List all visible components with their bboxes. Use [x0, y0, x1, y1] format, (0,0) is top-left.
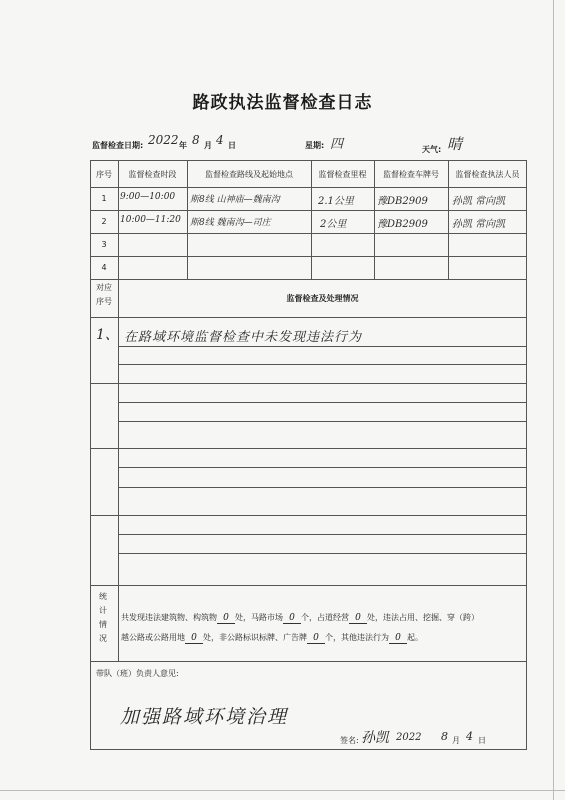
stats-text: 起。: [407, 633, 423, 642]
row-3-seq: 3: [101, 240, 107, 249]
date-month: 8: [192, 133, 200, 147]
sign-name: 孙凯: [361, 730, 389, 746]
row-1-mileage: 2.1公里: [318, 196, 354, 207]
count-other: 0: [389, 633, 407, 644]
stats-text: 共发现违法建筑物、构筑物: [121, 613, 217, 622]
situation-entry-seq: 1、: [96, 327, 119, 343]
row-2-officers: 孙凯 常向凯: [452, 219, 506, 230]
year-unit: 年: [179, 141, 187, 150]
header-period: 监督检查时段: [128, 170, 177, 179]
row-2-route: 斯8线 魏南沟—司庄: [190, 218, 271, 228]
page-title: 路政执法监督检查日志: [192, 93, 373, 113]
header-route: 监督检查路线及起始地点: [205, 170, 293, 179]
leader-label: 带队（班）负责人意见:: [96, 669, 179, 678]
scan-edge-bottom: [0, 790, 565, 791]
stats-text: 处，违法占用、挖掘、穿（跨）: [367, 613, 479, 622]
count-signs: 0: [307, 633, 325, 644]
stats-line-2: [121, 632, 423, 644]
date-label: 监督检查日期:: [92, 141, 144, 150]
count-land: 0: [185, 633, 203, 644]
situation-entry-text: 在路域环境监督检查中未发现违法行为: [124, 330, 363, 345]
sign-year: 2022: [396, 732, 422, 743]
row-2-plate: 豫DB2909: [377, 219, 428, 230]
row-2-mileage: 2公里: [320, 219, 347, 230]
header-officers: 监督检查执法人员: [455, 170, 520, 179]
header-plate: 监督检查车牌号: [383, 170, 439, 179]
stats-text: 个，其他违法行为: [325, 633, 389, 642]
row-1-officers: 孙凯 常向凯: [452, 196, 506, 207]
row-1-seq: 1: [101, 194, 107, 203]
situation-seq-label-1: 对应: [96, 283, 112, 292]
stats-label-text: 统计情况: [99, 592, 107, 643]
stats-text: 个，占道经营: [301, 613, 349, 622]
weather-value: 晴: [447, 135, 463, 153]
row-2-period: 10:00—11:20: [120, 215, 181, 225]
weather-label: 天气:: [422, 145, 442, 154]
stats-text: 越公路或公路用地: [121, 633, 185, 642]
stats-text: 处，马路市场: [235, 613, 283, 622]
row-1-plate: 豫DB2909: [377, 196, 428, 207]
header-mileage: 监督检查里程: [318, 170, 367, 179]
sign-day: 4: [466, 730, 473, 743]
date-year: 2022: [148, 133, 179, 147]
row-4-seq: 4: [101, 263, 107, 272]
situation-header: 监督检查及处理情况: [286, 294, 359, 303]
row-2-seq: 2: [101, 217, 107, 226]
month-unit: 月: [204, 141, 212, 150]
stats-line-1: [121, 612, 479, 624]
sign-day-unit: 日: [478, 736, 486, 745]
scan-edge: [553, 0, 554, 800]
day-unit: 日: [228, 141, 236, 150]
count-buildings: 0: [217, 613, 235, 624]
row-1-route: 斯8线 山神庙—魏南沟: [190, 195, 280, 205]
weekday-value: 四: [330, 137, 344, 152]
date-day: 4: [216, 133, 224, 147]
header-seq: 序号: [96, 170, 112, 179]
sign-month-unit: 月: [452, 736, 460, 745]
row-1-period: 9:00—10:00: [120, 192, 176, 202]
sign-month: 8: [441, 730, 448, 743]
weekday-label: 星期:: [305, 141, 325, 150]
sign-label: 签名:: [340, 736, 359, 745]
leader-opinion: 加强路域环境治理: [120, 706, 289, 728]
stats-text: 处，非公路标识标牌、广告牌: [203, 633, 307, 642]
count-occupy: 0: [349, 613, 367, 624]
situation-seq-label-2: 序号: [96, 297, 112, 306]
count-markets: 0: [283, 613, 301, 624]
stats-label: [98, 590, 110, 646]
